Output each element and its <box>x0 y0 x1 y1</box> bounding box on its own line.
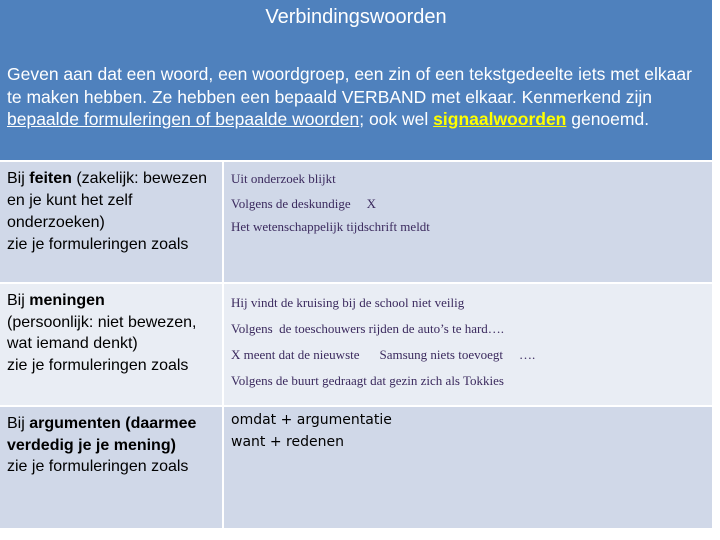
intro-paragraph <box>7 63 707 131</box>
example-item: Hij vindt de kruising bij de school niet veilig <box>231 295 465 310</box>
example-placeholder: X <box>366 196 377 211</box>
table-row-feiten <box>0 162 712 282</box>
example-item: want + redenen <box>231 434 344 450</box>
table-row-argumenten <box>0 407 712 528</box>
label-pre: Bij <box>7 415 30 432</box>
row-examples-cell <box>224 162 712 282</box>
example-item: omdat + argumentatie <box>231 412 392 428</box>
intro-highlight: signaalwoorden <box>433 109 567 129</box>
label-pre: Bij <box>7 170 30 187</box>
example-item <box>231 347 535 363</box>
example-item: Volgens de toeschouwers rijden de auto’s te hard…. <box>231 321 505 336</box>
row-examples-cell <box>224 284 712 405</box>
example-ellipsis: …. <box>519 347 536 362</box>
intro-text-2: ; ook wel <box>359 109 434 129</box>
row-label <box>7 413 219 478</box>
slide-title: Verbindingswoorden <box>265 6 447 28</box>
example-item <box>231 196 376 212</box>
label-pre: Bij <box>7 292 30 309</box>
label-keyword: argumenten (daarmee verdedig je je mening) <box>7 415 197 454</box>
intro-text-1: Geven aan dat een woord, een woordgroep, een zin of een tekstgedeelte iets met elkaar te maken hebben. Ze hebben een bepaald VERBAND met elkaar. Kenmerkend zijn <box>7 64 692 107</box>
row-label <box>7 168 219 256</box>
example-text: Volgens de deskundige <box>231 196 351 211</box>
label-description: (zakelijk: bewezen en je kunt het zelf onderzoeken) <box>7 170 208 231</box>
row-label-cell <box>0 162 222 282</box>
example-item: Volgens de buurt gedraagt dat gezin zich als Tokkies <box>231 373 504 388</box>
example-item: Uit onderzoek blijkt <box>231 171 336 186</box>
label-suffix: zie je formuleringen zoals <box>7 356 189 374</box>
example-item: Het wetenschappelijk tijdschrift meldt <box>231 219 430 234</box>
label-keyword: feiten <box>29 170 72 187</box>
example-text: X meent dat de nieuwste <box>231 347 360 362</box>
header-panel <box>0 0 712 160</box>
table-row-meningen <box>0 284 712 405</box>
label-suffix: zie je formuleringen zoals <box>7 236 189 253</box>
row-label-cell <box>0 407 222 528</box>
row-label <box>7 290 219 376</box>
label-suffix: zie je formuleringen zoals <box>7 458 189 475</box>
label-description: (persoonlijk: niet bewezen, wat iemand denkt) <box>7 313 197 352</box>
row-examples-cell <box>224 407 712 528</box>
example-text: Samsung niets toevoegt <box>379 347 504 362</box>
intro-underlined: bepaalde formuleringen of bepaalde woorden <box>7 109 360 129</box>
intro-text-3: genoemd. <box>566 109 650 129</box>
label-keyword: meningen <box>29 292 105 309</box>
row-label-cell <box>0 284 222 405</box>
